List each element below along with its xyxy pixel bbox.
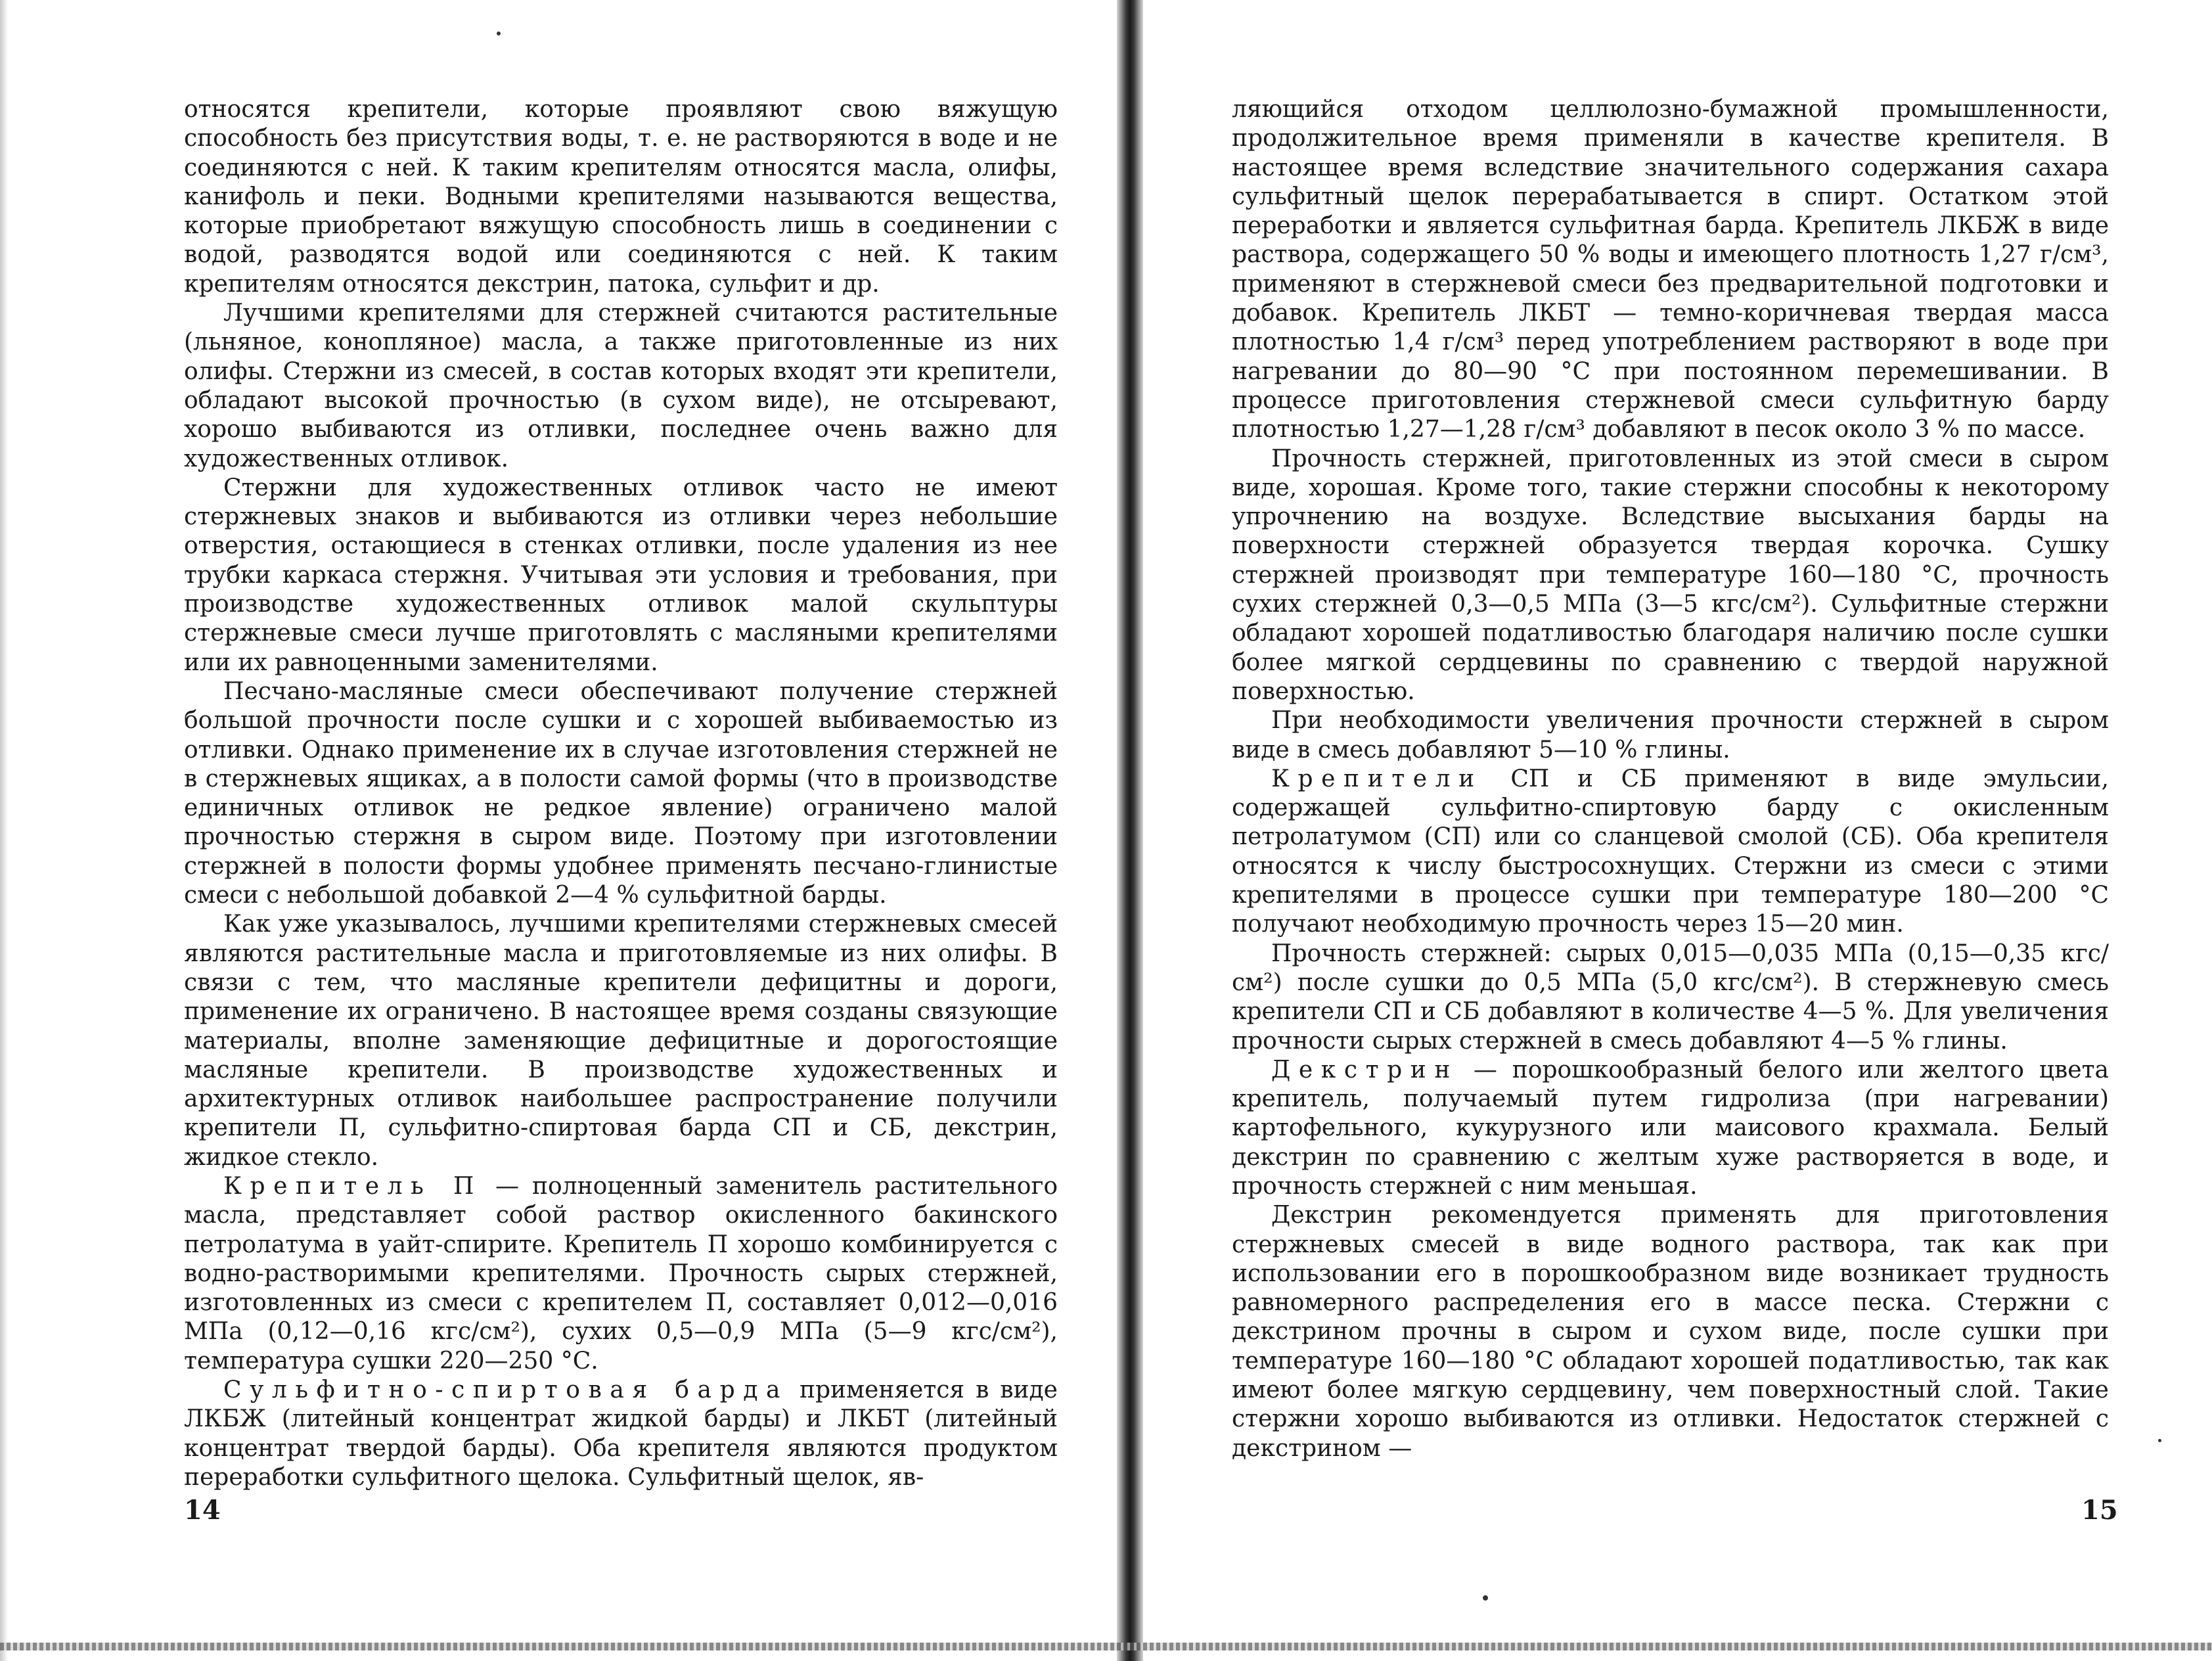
paragraph bbox=[1232, 1056, 2109, 1201]
scan-speck bbox=[2158, 1439, 2161, 1442]
paragraph bbox=[1232, 765, 2109, 940]
spaced-term: Декстрин bbox=[1271, 1056, 1458, 1083]
paragraph-text: — полноценный заменитель растительного масла, представляет собой раствор окисленного бакинского петролатума в уайт-спирите. Крепитель П хорошо комбинируется с водно-растворимыми крепителями. Прочность сырых стержней, изготовленных из смеси с крепителем П, составляет 0,012—0,016 МПа (0,12—0,16 кгс/см²), сухих 0,5—0,9 МПа (5—9 кгс/см²), температура сушки 220—250 °С. bbox=[184, 1172, 1058, 1375]
paragraph: Как уже указывалось, лучшими крепителями стержневых смесей являются растительные масла и приготовляемые из них олифы. В связи с тем, что масляные крепители дефицитны и дороги, применение их ограничено. В настоящее время созданы связующие материалы, вполне заменяющие дефицитные и дорогостоящие масляные крепители. В производстве художественных и архитектурных отливок наибольшее распространение получили крепители П, сульфитно-спиртовая барда СП и СБ, декстрин, жидкое стекло. bbox=[184, 911, 1058, 1171]
paragraph: Декстрин рекомендуется применять для приготовления стержневых смесей в виде водного раствора, так как при использовании его в порошкообразном виде возникает трудность равномерного распределения его в массе песка. Стержни с декстрином прочны в сыром и сухом виде, после сушки при температуре 160—180 °С обладают хорошей податливостью, так как имеют более мягкую сердцевину, чем поверхностный слой. Такие стержни хорошо выбиваются из отливки. Недостаток стержней с декстрином — bbox=[1232, 1202, 2109, 1462]
paragraph: Стержни для художественных отливок часто не имеют стержневых знаков и выбиваются из отливки через небольшие отверстия, остающиеся в стенках отливки, после удаления из нее трубки каркаса стержня. Учитывая эти условия и требования, при производстве художественных отливок малой скульптуры стержневые смеси лучше приготовлять с масляными крепителями или их равноценными заменителями. bbox=[184, 474, 1058, 676]
page-number: 14 bbox=[184, 1495, 221, 1526]
spaced-term: Сульфитно-спиртовая барда bbox=[223, 1377, 789, 1404]
paragraph bbox=[184, 1376, 1058, 1492]
paragraph-text: СП и СБ применяют в виде эмульсии, содержащей сульфитно-спиртовую барду с окисленным петролатумом (СП) или со сланцевой смолой (СБ). Оба крепителя относятся к числу быстросохнущих. Стержни из смеси с этими крепителями в процессе сушки при температуре 180—200 °С получают необходимую прочность через 15—20 мин. bbox=[1232, 765, 2109, 938]
paragraph: Прочность стержней, приготовленных из этой смеси в сыром виде, хорошая. Кроме того, такие стержни способны к некоторому упрочнению на воздухе. Вследствие высыхания барды на поверхности стержней образуется твердая корочка. Сушку стержней производят при температуре 160—180 °С, прочность сухих стержней 0,3—0,5 МПа (3—5 кгс/см²). Сульфитные стержни обладают хорошей податливостью благодаря наличию после сушки более мягкой сердцевины по сравнению с твердой наружной поверхностью. bbox=[1232, 445, 2109, 705]
paragraph: Прочность стержней: сырых 0,015—0,035 МПа (0,15—0,35 кгс/см²) после сушки до 0,5 МПа (5,0 кгс/см²). В стержневую смесь крепители СП и СБ добавляют в количестве 4—5 %. Для увеличения прочности сырых стержней в смесь добавляют 4—5 % глины. bbox=[1232, 940, 2109, 1055]
scan-speck bbox=[1483, 1595, 1488, 1601]
book-gutter bbox=[1117, 0, 1143, 1661]
right-page bbox=[1143, 0, 2212, 1661]
right-page-text bbox=[1232, 95, 2109, 1463]
paragraph: Песчано-масляные смеси обеспечивают получение стержней большой прочности после сушки и с хорошей выбиваемостью из отливки. Однако применение их в случае изготовления стержней не в стержневых ящиках, а в полости самой формы (что в производстве единичных отливок не редкое явление) ограничено малой прочностью стержня в сыром виде. Поэтому при изготовлении стержней в полости формы удобнее применять песчано-глинистые смеси с небольшой добавкой 2—4 % сульфитной барды. bbox=[184, 677, 1058, 909]
spaced-term: Крепители bbox=[1271, 765, 1483, 792]
paragraph: относятся крепители, которые проявляют свою вяжущую способность без присутствия воды, т. е. не растворяются в воде и не соединяются с ней. К таким крепителям относятся масла, олифы, канифоль и пеки. Водными крепителями называются вещества, которые приобретают вяжущую способность лишь в соединении с водой, разводятся водой или соединяются с ней. К таким крепителям относятся декстрин, патока, сульфит и др. bbox=[184, 96, 1058, 298]
paragraph: Лучшими крепителями для стержней считаются растительные (льняное, конопляное) масла, а также приготовленные из них олифы. Стержни из смесей, в состав которых входят эти крепители, обладают высокой прочностью (в сухом виде), не отсыревают, хорошо выбиваются из отливки, последнее очень важно для художественных отливок. bbox=[184, 300, 1058, 472]
paragraph-text: — порошкообразный белого или желтого цвета крепитель, получаемый путем гидролиза (при нагревании) картофельного, кукурузного или маисового крахмала. Белый декстрин по сравнению с желтым хуже растворяется в воде, и прочность стержней с ним меньшая. bbox=[1232, 1056, 2109, 1200]
paragraph: При необходимости увеличения прочности стержней в сыром виде в смесь добавляют 5—10 % глины. bbox=[1232, 707, 2109, 763]
left-page-text bbox=[184, 95, 1058, 1492]
spaced-term: Крепитель П bbox=[223, 1172, 482, 1200]
scan-speck bbox=[497, 32, 501, 35]
page-number: 15 bbox=[2081, 1495, 2118, 1526]
paragraph: ляющийся отходом целлюлозно-бумажной промышленности, продолжительное время применяли в качестве крепителя. В настоящее время вследствие значительного содержания сахара сульфитный щелок перерабатывается в спирт. Остатком этой переработки и является сульфитная барда. Крепитель ЛКБЖ в виде раствора, содержащего 50 % воды и имеющего плотность 1,27 г/см³, применяют в стержневой смеси без предварительной подготовки и добавок. Крепитель ЛКБТ — темно-коричневая твердая масса плотностью 1,4 г/см³ перед употреблением растворяют в воде при нагревании до 80—90 °С при постоянном перемешивании. В процессе приготовления стержневой смеси сульфитную барду плотностью 1,27—1,28 г/см³ добавляют в песок около 3 % по массе. bbox=[1232, 96, 2109, 444]
paragraph bbox=[184, 1172, 1058, 1376]
paragraph-text: применяется в виде ЛКБЖ (литейный концентрат жидкой барды) и ЛКБТ (литейный концентрат твердой барды). Оба крепителя являются продуктом переработки сульфитного щелока. Сульфитный щелок, яв- bbox=[184, 1377, 1058, 1491]
